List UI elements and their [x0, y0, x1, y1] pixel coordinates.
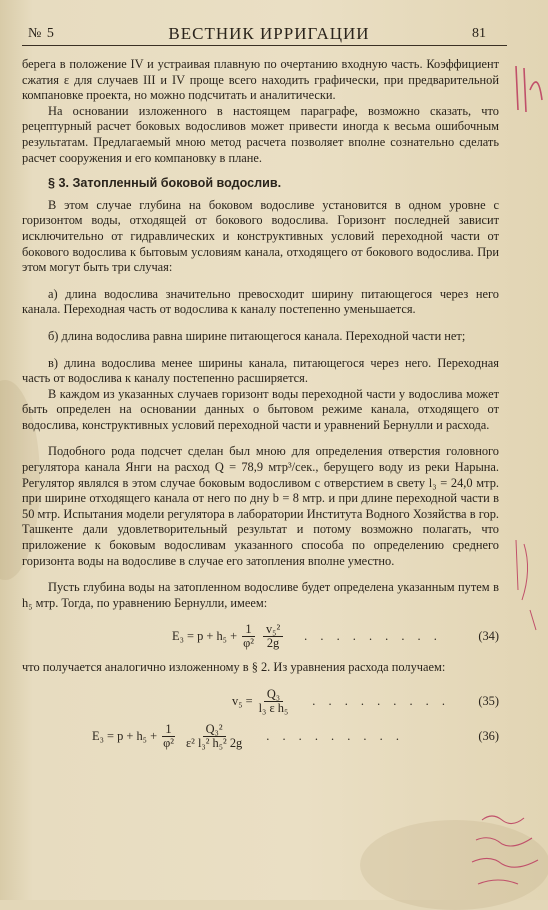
page-number: 81	[472, 26, 486, 41]
paragraph: В каждом из указанных случаев горизонт воды переходной части у водослива может быть определен на основании данных о бытовом режиме канала, отходящего от водослива, конструктивных условий переходной части и уравнений Бернулли и расхода.	[22, 386, 499, 432]
equation-coefficient: $\frac{1}{\text{φ²}}$	[243, 622, 254, 651]
equation-number: (36)	[478, 728, 499, 743]
equation-fraction: $\frac{\text{v₅²}}{2g}$	[263, 623, 283, 650]
equation-lhs: E₃ = p + h₅ +	[92, 728, 158, 743]
equation-35	[232, 688, 499, 715]
page-body	[22, 57, 499, 750]
equation-coefficient: $\frac{1}{\text{φ²}}$	[163, 722, 174, 750]
leader-dots: . . . . . . . . .	[266, 728, 404, 743]
paragraph-continuation: берега в положение IV и устраивая плавную по очертанию входную часть. Коэффициент сжатия ε для случаев III и IV проще всего находить графически, при предварительной компановке проекта, но можно подсчитать и аналитически.	[22, 57, 499, 103]
equation-fraction: $\frac{\text{Q₃}}{\text{l₃ ε h₅}}$	[258, 687, 289, 715]
paragraph: Подобного рода подсчет сделан был мною для определения отверстия головного регулятора канала Янги на расход Q = 78,9 мтр³/сек., берущего воду из реки Нарына. Регулятор являлся в этом случае боковым водосливом с отверстием в свету l₃ = 24,0 мтр. при ширине отходящего канала от него по дну b = 8 мтр. и при длине переходной части в 50 мтр. Испытания модели регулятора в лаборатории Института Водного Хозяйства в гор. Ташкенте дали удовлетворительный результат и потому возможно полагать, что приложение к боковым водосливам указанного способа по определению среднего горизонта воды на водосливе в случае его затопления вполне уместно.	[22, 444, 499, 568]
margin-handwriting	[462, 800, 548, 900]
equation-number: (34)	[478, 629, 499, 644]
margin-pencil-mark	[506, 530, 546, 640]
case-a: а) длина водослива значительно превосходит ширину питающегося через него канала. Переходная часть от водослива к каналу постепенно уменьшается.	[22, 286, 499, 317]
equation-fraction: $\frac{\text{Q₃²}}{\text{ε² l₃² h₅² 2g}}$	[185, 722, 243, 750]
section-heading: § 3. Затопленный боковой водослив.	[48, 176, 282, 191]
paragraph: На основании изложенного в настоящем параграфе, возможно сказать, что рецептурный расчет боковых водосливов может привести иногда к весьма ошибочным результатам. Предлагаемый мною метод расчета позволяет вполне сознательно сделать расчет сооружения и его компановку в плане.	[22, 103, 499, 165]
equation-lhs: E₃ = p + h₅ +	[172, 629, 238, 644]
case-v: в) длина водослива менее ширины канала, питающегося через него. Переходная часть от водослива к каналу постепенно расширяется.	[22, 355, 499, 386]
equation-number: (35)	[478, 693, 499, 708]
paragraph: что получается аналогично изложенному в § 2. Из уравнения расхода получаем:	[22, 660, 446, 675]
equation-34	[172, 623, 499, 650]
margin-pencil-mark	[508, 60, 548, 120]
case-b: б) длина водослива равна ширине питающегося канала. Переходной части нет;	[48, 328, 466, 343]
paragraph: Пусть глубина воды на затопленном водосливе будет определена указанным путем в h₅ мтр. Тогда, по уравнению Бернулли, имеем:	[22, 580, 499, 610]
journal-title: ВЕСТНИК ИРРИГАЦИИ	[168, 24, 370, 43]
leader-dots: . . . . . . . . .	[312, 693, 450, 708]
page-header	[20, 24, 518, 46]
equation-36	[92, 723, 499, 750]
header-rule	[22, 45, 507, 46]
leader-dots: . . . . . . . . .	[304, 629, 442, 644]
paragraph: В этом случае глубина на боковом водосливе установится в одном уровне с горизонтом воды, отходящей от бокового водослива. Горизонт последней зависит исключительно от гидравлических и конструктивных условий переходной части от бокового водослива к бытовым условиям канала, отходящего от бокового водослива. При этом могут быть три случая:	[22, 197, 499, 275]
equation-lhs: v₅ =	[232, 693, 253, 708]
issue-number: № 5	[28, 26, 55, 41]
